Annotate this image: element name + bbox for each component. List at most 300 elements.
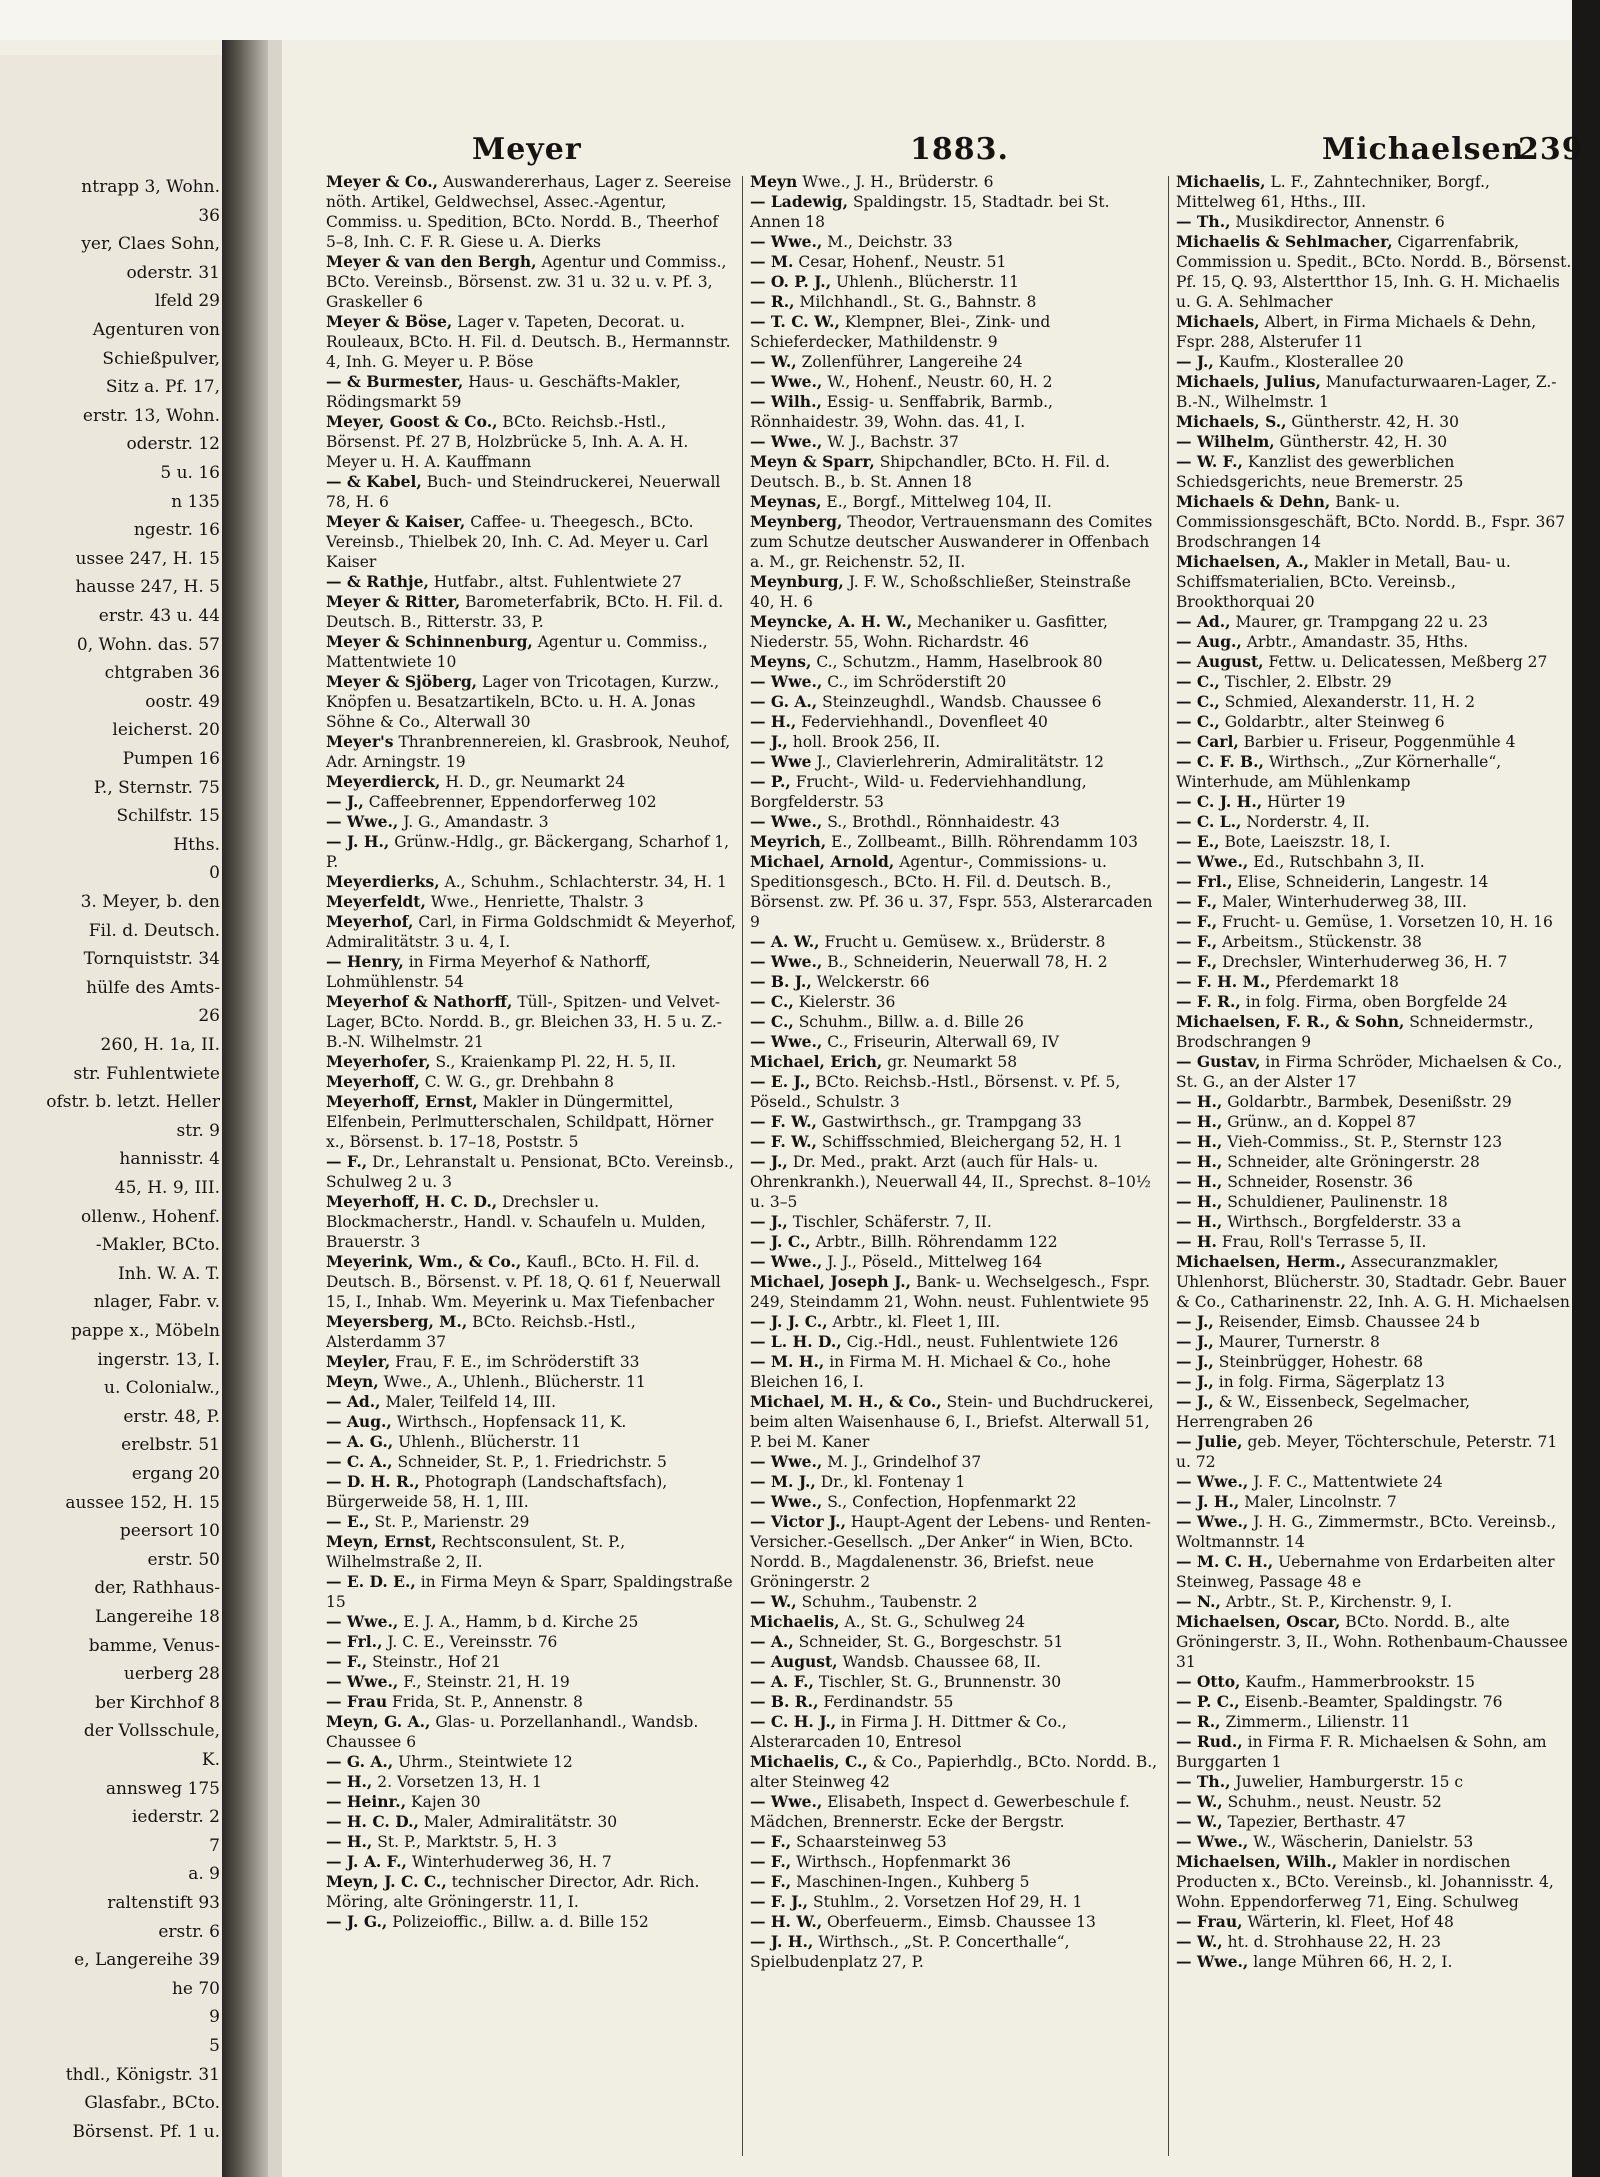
left-page-line: Glasfabr., BCto. <box>84 2093 220 2114</box>
entry-details: A., Schuhm., Schlachterstr. 34, H. 1 <box>439 873 727 891</box>
entry-name: — J., <box>1176 352 1214 371</box>
directory-entry <box>750 1492 1160 1512</box>
entry-details: Maurer, Turnerstr. 8 <box>1213 1333 1380 1351</box>
entry-details: Kaufm., Hammerbrookstr. 15 <box>1240 1673 1475 1691</box>
entry-name: Meyn, J. C. C., <box>326 1872 447 1891</box>
entry-name: — J. J. C., <box>750 1312 828 1331</box>
directory-entry <box>1176 932 1572 952</box>
entry-details: C., im Schröderstift 20 <box>822 673 1007 691</box>
left-page-line: Hths. <box>173 834 220 855</box>
entry-name: — August, <box>1176 652 1264 671</box>
directory-entry <box>750 372 1160 392</box>
entry-details: Wirthsch., Hopfenmarkt 36 <box>791 1853 1011 1871</box>
directory-entry <box>326 1652 736 1672</box>
left-page-line: str. 9 <box>176 1120 220 1141</box>
directory-entry <box>750 1852 1160 1872</box>
entry-details: Oberfeuerm., Eimsb. Chaussee 13 <box>822 1913 1096 1931</box>
directory-entry <box>326 1872 736 1912</box>
directory-entry <box>1176 892 1572 912</box>
directory-entry <box>1176 1392 1572 1432</box>
entry-name: Meyn, Ernst, <box>326 1532 437 1551</box>
entry-name: Meyer & Co., <box>326 172 439 191</box>
entry-details: E., Borgf., Mittelweg 104, II. <box>821 493 1052 511</box>
entry-details: ht. d. Strohhause 22, H. 23 <box>1222 1933 1441 1951</box>
entry-details: J. H. G., Zimmermstr., BCto. Vereinsb., Woltmannstr. 14 <box>1176 1513 1557 1551</box>
top-margin <box>0 0 1600 40</box>
entry-details: Caffee- u. Theegesch., BCto. Vereinsb., Thielbek 20, Inh. C. Ad. Meyer u. Carl Kaiser <box>326 513 709 571</box>
entry-name: — R., <box>750 292 795 311</box>
entry-details: in Firma Meyn & Sparr, Spaldingstraße 15 <box>326 1573 733 1611</box>
directory-entry <box>1176 652 1572 672</box>
directory-entry <box>326 1432 736 1452</box>
left-page-line: 36 <box>198 205 220 226</box>
entry-details: Carl, in Firma Goldschmidt & Meyerhof, Admiralitätstr. 3 u. 4, I. <box>326 913 736 951</box>
entry-name: — C. A., <box>326 1452 393 1471</box>
entry-name: — M. C. H., <box>1176 1552 1274 1571</box>
entry-name: — H., <box>1176 1152 1223 1171</box>
directory-entry <box>750 512 1160 572</box>
entry-details: Eisenb.-Beamter, Spaldingstr. 76 <box>1239 1693 1503 1711</box>
entry-name: — & Kabel, <box>326 472 422 491</box>
entry-name: — W., <box>750 352 797 371</box>
directory-entry <box>1176 1492 1572 1512</box>
entry-details: Winterhuderweg 36, H. 7 <box>406 1853 612 1871</box>
entry-details: Bank- u. Wechselgesch., Fspr. 249, Steindamm 21, Wohn. neust. Fuhlentwiete 95 <box>750 1273 1151 1311</box>
left-page-line: he 70 <box>171 1978 220 1999</box>
directory-entry <box>750 812 1160 832</box>
column-rule <box>742 176 743 2156</box>
directory-entry <box>750 972 1160 992</box>
directory-entry <box>750 172 1160 192</box>
directory-entry <box>750 1872 1160 1892</box>
entry-details: W., Wäscherin, Danielstr. 53 <box>1248 1833 1474 1851</box>
directory-entry <box>1176 1472 1572 1492</box>
entry-name: Meyn <box>750 172 798 191</box>
directory-entry <box>326 1352 736 1372</box>
directory-entry <box>1176 952 1572 972</box>
entry-name: Michaels, Julius, <box>1176 372 1321 391</box>
entry-details: Tischler, St. G., Brunnenstr. 30 <box>813 1673 1062 1691</box>
entry-name: Michaels & Dehn, <box>1176 492 1331 511</box>
left-page-line: hausse 247, H. 5 <box>75 577 220 598</box>
entry-details: Arbtr., kl. Fleet 1, III. <box>827 1313 1001 1331</box>
left-page-line: der Vollsschule, <box>83 1721 220 1742</box>
directory-entry <box>1176 1732 1572 1772</box>
left-page-line: 45, H. 9, III. <box>114 1178 220 1198</box>
left-page-line: hülfe des Amts- <box>86 977 220 998</box>
entry-details: F., Steinstr. 21, H. 19 <box>398 1673 570 1691</box>
entry-name: — J., <box>1176 1392 1214 1411</box>
entry-details: St. P., Marienstr. 29 <box>369 1513 530 1531</box>
directory-entry <box>1176 1132 1572 1152</box>
entry-name: — J. G., <box>326 1912 388 1931</box>
entry-name: — Wilh., <box>750 392 822 411</box>
directory-entry <box>750 1052 1160 1072</box>
entry-name: Michael, Erich, <box>750 1052 883 1071</box>
directory-entry <box>1176 852 1572 872</box>
entry-details: Essig- u. Senffabrik, Barmb., Rönnhaidestr. 39, Wohn. das. 41, I. <box>750 393 1053 431</box>
directory-entry <box>1176 632 1572 652</box>
left-page-line: ussee 247, H. 15 <box>75 548 220 569</box>
entry-details: Uhrm., Steintwiete 12 <box>393 1753 573 1771</box>
entry-name: — Wwe., <box>1176 1472 1249 1491</box>
directory-entry <box>1176 1932 1572 1952</box>
entry-details: E., Zollbeamt., Billh. Röhrendamm 103 <box>826 833 1138 851</box>
entry-details: holl. Brook 256, II. <box>787 733 941 751</box>
entry-name: Meyer & Ritter, <box>326 592 461 611</box>
left-page-line: uerberg 28 <box>123 1664 220 1685</box>
entry-details: Schneider, Rosenstr. 36 <box>1222 1173 1413 1191</box>
entry-details: Makler in nordischen Producten x., BCto. Vereinsb., kl. Johannisstr. 4, Wohn. Eppendorferweg 71, Eing. Schulweg <box>1176 1853 1554 1911</box>
entry-details: Tischler, 2. Elbstr. 29 <box>1219 673 1392 691</box>
entry-name: — J., <box>1176 1312 1214 1331</box>
entry-details: C., Schutzm., Hamm, Haselbrook 80 <box>811 653 1103 671</box>
entry-name: Meyns, <box>750 652 812 671</box>
directory-entry <box>1176 992 1572 1012</box>
entry-name: Meyrich, <box>750 832 827 851</box>
entry-details: St. P., Marktstr. 5, H. 3 <box>372 1833 557 1851</box>
entry-name: — H., <box>1176 1192 1223 1211</box>
entry-name: — Aug., <box>1176 632 1242 651</box>
entry-name: — Wwe., <box>326 812 399 831</box>
directory-entry <box>326 1512 736 1532</box>
entry-details: Wandsb. Chaussee 68, II. <box>837 1653 1041 1671</box>
entry-name: — C. L., <box>1176 812 1242 831</box>
entry-details: Thranbrennereien, kl. Grasbrook, Neuhof, Adr. Arningstr. 19 <box>326 733 731 771</box>
entry-name: — Frau <box>326 1692 388 1711</box>
entry-name: Meyncke, A. H. W., <box>750 612 913 631</box>
running-header <box>312 132 1584 172</box>
directory-entry <box>326 1372 736 1392</box>
entry-name: — C., <box>1176 672 1220 691</box>
entry-name: Meyerdierks, <box>326 872 440 891</box>
book-gutter-edge <box>268 40 282 2177</box>
entry-details: C. W. G., gr. Drehbahn 8 <box>419 1073 614 1091</box>
entry-details: Steinstr., Hof 21 <box>367 1653 501 1671</box>
entry-name: — J., <box>1176 1352 1214 1371</box>
entry-details: Wirthsch., „St. P. Concerthalle“, Spielbudenplatz 27, P. <box>750 1933 1070 1971</box>
directory-entry <box>750 1612 1160 1632</box>
entry-details: Arbtr., St. P., Kirchenstr. 9, I. <box>1220 1593 1453 1611</box>
entry-name: — Wwe., <box>750 672 823 691</box>
left-page-line: ergang 20 <box>131 1464 220 1484</box>
directory-entry <box>1176 1152 1572 1172</box>
directory-entry <box>326 912 736 952</box>
entry-details: Grünw.-Hdlg., gr. Bäckergang, Scharhof 1, P. <box>326 833 730 871</box>
directory-entry <box>326 1572 736 1612</box>
entry-name: — J. C., <box>750 1232 811 1251</box>
directory-entry <box>326 952 736 992</box>
entry-details: Kaufm., Klosterallee 20 <box>1213 353 1404 371</box>
left-page-line: Fil. d. Deutsch. <box>88 920 220 941</box>
directory-entry <box>750 952 1160 972</box>
entry-details: Schneider, St. G., Borgeschstr. 51 <box>793 1633 1064 1651</box>
entry-name: — H., <box>1176 1132 1223 1151</box>
directory-entry <box>750 1212 1160 1232</box>
left-page-line: erelbstr. 51 <box>121 1435 220 1456</box>
entry-details: J. F. W., Schoßschließer, Steinstraße 40, H. 6 <box>750 573 1131 611</box>
directory-entry <box>326 872 736 892</box>
left-page-line: aussee 152, H. 15 <box>65 1492 220 1513</box>
directory-entry <box>1176 1232 1572 1252</box>
directory-entry <box>750 192 1160 232</box>
left-page-line: str. Fuhlentwiete <box>73 1063 220 1084</box>
directory-entry <box>326 1672 736 1692</box>
entry-details: Gastwirthsch., gr. Trampgang 33 <box>816 1113 1082 1131</box>
directory-entry <box>1176 1212 1572 1232</box>
directory-entry <box>326 1752 736 1772</box>
entry-name: — T. C. W., <box>750 312 840 331</box>
directory-entry <box>326 472 736 512</box>
left-page-line: pappe x., Möbeln <box>70 1321 220 1341</box>
left-page-line: Schilfstr. 15 <box>116 806 220 827</box>
entry-name: — J. H., <box>326 832 390 851</box>
directory-entry <box>326 252 736 312</box>
left-page-line: oderstr. 12 <box>126 434 220 455</box>
left-page-line: erstr. 50 <box>147 1549 220 1570</box>
directory-entry <box>750 1332 1160 1352</box>
directory-entry <box>750 992 1160 1012</box>
entry-details: Agentur und Commiss., BCto. Vereinsb., Börsenst. zw. 31 u. 32 u. v. Pf. 3, Graskeller 6 <box>326 253 727 311</box>
left-page-line: 0 <box>209 863 220 884</box>
directory-entry <box>750 1072 1160 1112</box>
left-page-fragment <box>0 55 222 2177</box>
entry-name: — C. F. B., <box>1176 752 1264 771</box>
entry-details: Uhlenh., Blücherstr. 11 <box>831 273 1019 291</box>
entry-name: Michaelsen, Oscar, <box>1176 1612 1341 1631</box>
directory-entry <box>750 752 1160 772</box>
entry-details: Rechtsconsulent, St. P., Wilhelmstraße 2, II. <box>326 1533 626 1571</box>
entry-name: — W., <box>750 1592 797 1611</box>
entry-details: Photograph (Landschaftsfach), Bürgerweide 58, H. 1, III. <box>326 1473 668 1511</box>
entry-details: Lager von Tricotagen, Kurzw., Knöpfen u. Besatzartikeln, BCto. u. H. A. Jonas Söhne & Co., Alterwall 30 <box>326 673 720 731</box>
directory-column-1 <box>326 172 736 1932</box>
entry-details: Buch- und Steindruckerei, Neuerwall 78, H. 6 <box>326 473 721 511</box>
entry-name: — E. D. E., <box>326 1572 416 1591</box>
entry-name: — Victor J., <box>750 1512 846 1531</box>
directory-entry <box>1176 552 1572 612</box>
entry-name: — Wwe., <box>1176 1832 1249 1851</box>
directory-entry <box>1176 352 1572 372</box>
entry-name: — J. H., <box>1176 1492 1240 1511</box>
directory-entry <box>750 932 1160 952</box>
entry-details: Ferdinandstr. 55 <box>818 1693 954 1711</box>
left-page-line: erstr. 48, P. <box>123 1406 220 1427</box>
entry-details: Haus- u. Geschäfts-Makler, Rödingsmarkt 59 <box>326 373 681 411</box>
entry-details: Polizeioffic., Billw. a. d. Bille 152 <box>387 1913 649 1931</box>
entry-details: Tischler, Schäferstr. 7, II. <box>787 1213 992 1231</box>
entry-name: Meyn, G. A., <box>326 1712 431 1731</box>
entry-name: — O. P. J., <box>750 272 832 291</box>
entry-name: Meyerhoff, Ernst, <box>326 1092 478 1111</box>
entry-details: A., St. G., Schulweg 24 <box>839 1613 1026 1631</box>
directory-entry <box>750 1452 1160 1472</box>
entry-details: Shipchandler, BCto. H. Fil. d. Deutsch. B., b. St. Annen 18 <box>750 453 1111 491</box>
entry-details: Wirthsch., Hopfensack 11, K. <box>391 1413 627 1431</box>
directory-entry <box>750 572 1160 612</box>
entry-name: — F., <box>326 1652 368 1671</box>
entry-name: — & Rathje, <box>326 572 429 591</box>
entry-name: Meyerhoff, H. C. D., <box>326 1192 498 1211</box>
entry-name: — & Burmester, <box>326 372 464 391</box>
left-page-line: erstr. 43 u. 44 <box>98 606 220 626</box>
entry-name: — E., <box>1176 832 1220 851</box>
entry-details: Frau, F. E., im Schröderstift 33 <box>390 1353 640 1371</box>
entry-details: Makler in Düngermittel, Elfenbein, Perlmutterschalen, Schildpatt, Hörner x., Börsenst. b. 17–18, Poststr. 5 <box>326 1093 714 1151</box>
entry-details: Stein- und Buchdruckerei, beim alten Waisenhause 6, I., Briefst. Alterwall 51, P. bei M. Kaner <box>750 1393 1154 1451</box>
header-year: 1883. <box>910 132 1009 167</box>
left-page-line: -Makler, BCto. <box>95 1235 220 1256</box>
entry-name: Michaelsen, A., <box>1176 552 1310 571</box>
entry-name: — August, <box>750 1652 838 1671</box>
entry-name: — P., <box>750 772 791 791</box>
entry-name: — H., <box>1176 1212 1223 1231</box>
entry-name: — B. J., <box>750 972 812 991</box>
directory-entry <box>750 352 1160 372</box>
left-page-line: K. <box>201 1750 220 1770</box>
entry-name: — P. C., <box>1176 1692 1240 1711</box>
directory-entry <box>750 1652 1160 1672</box>
left-page-line: Sitz a. Pf. 17, <box>105 377 220 398</box>
entry-details: in Firma Meyerhof & Nathorff, Lohmühlenstr. 54 <box>326 953 651 991</box>
entry-details: Manufacturwaaren-Lager, Z.-B.-N., Wilhelmstr. 1 <box>1176 373 1557 411</box>
directory-entry <box>750 392 1160 432</box>
entry-details: Schaarsteinweg 53 <box>791 1833 947 1851</box>
left-page-line: ntrapp 3, Wohn. <box>81 177 220 197</box>
entry-name: — Th., <box>1176 212 1231 231</box>
entry-name: Meyer's <box>326 732 394 751</box>
entry-details: J. F. C., Mattentwiete 24 <box>1248 1473 1443 1491</box>
entry-name: — Wwe., <box>1176 1512 1249 1531</box>
entry-details: Barbier u. Friseur, Poggenmühle 4 <box>1238 733 1516 751</box>
page-number: 239 <box>1518 132 1584 167</box>
directory-entry <box>1176 1612 1572 1672</box>
directory-entry <box>1176 672 1572 692</box>
entry-name: — Th., <box>1176 1772 1231 1791</box>
entry-name: Meyerhof & Nathorff, <box>326 992 513 1011</box>
entry-name: — A. W., <box>750 932 820 951</box>
entry-details: Arbtr., Billh. Röhrendamm 122 <box>810 1233 1058 1251</box>
entry-details: Theodor, Vertrauensmann des Comites zum Schutze deutscher Auswanderer in Offenbach a. M., gr. Reichenstr. 52, II. <box>750 513 1153 571</box>
entry-name: — Wwe., <box>326 1672 399 1691</box>
entry-name: — Frau, <box>1176 1912 1243 1931</box>
entry-name: Meyerhof, <box>326 912 414 931</box>
entry-name: — Wilhelm, <box>1176 432 1275 451</box>
directory-entry <box>326 1772 736 1792</box>
directory-entry <box>750 1752 1160 1792</box>
entry-name: Meyer & Kaiser, <box>326 512 466 531</box>
entry-details: S., Kraienkamp Pl. 22, H. 5, II. <box>430 1053 676 1071</box>
entry-name: — Wwe., <box>750 952 823 971</box>
entry-details: Wärterin, kl. Fleet, Hof 48 <box>1242 1913 1454 1931</box>
directory-entry <box>1176 452 1572 492</box>
entry-details: Hürter 19 <box>1262 793 1346 811</box>
directory-entry <box>1176 1692 1572 1712</box>
left-page-line: 26 <box>198 1006 220 1027</box>
entry-name: — Ad., <box>326 1392 381 1411</box>
entry-details: in Firma M. H. Michael & Co., hohe Bleichen 16, I. <box>750 1353 1111 1391</box>
entry-details: Haupt-Agent der Lebens- und Renten-Versicher.-Gesellsch. „Der Anker“ in Wien, BCto. Nordd. B., Magdalenenstr. 36, Briefst. neue Gröningerstr. 2 <box>750 1513 1151 1591</box>
entry-name: — H. <box>1176 1232 1217 1251</box>
directory-entry <box>1176 1332 1572 1352</box>
directory-entry <box>750 1312 1160 1332</box>
entry-name: — J. H., <box>750 1932 814 1951</box>
entry-details: geb. Meyer, Töchterschule, Peterstr. 71 u. 72 <box>1176 1433 1558 1471</box>
directory-entry <box>1176 1052 1572 1092</box>
directory-entry <box>1176 1852 1572 1912</box>
entry-name: — Wwe., <box>326 1612 399 1631</box>
directory-entry <box>326 892 736 912</box>
directory-entry <box>1176 412 1572 432</box>
entry-name: — Wwe., <box>750 432 823 451</box>
entry-name: Meynberg, <box>750 512 843 531</box>
entry-details: Maschinen-Ingen., Kuhberg 5 <box>791 1873 1030 1891</box>
entry-details: Maurer, gr. Trampgang 22 u. 23 <box>1230 613 1489 631</box>
entry-details: Güntherstr. 42, H. 30 <box>1274 433 1448 451</box>
entry-details: BCto. Reichsb.-Hstl., Alsterdamm 37 <box>326 1313 636 1351</box>
directory-entry <box>750 452 1160 492</box>
left-page-line: chtgraben 36 <box>104 663 220 684</box>
directory-entry <box>750 1012 1160 1032</box>
entry-details: Uebernahme von Erdarbeiten alter Steinweg, Passage 48 e <box>1176 1553 1555 1591</box>
left-page-line: Langereihe 18 <box>95 1607 220 1627</box>
entry-name: — Wwe., <box>750 372 823 391</box>
entry-name: Michaelis, <box>750 1612 840 1631</box>
left-page-line: oderstr. 31 <box>126 262 220 283</box>
entry-details: W., Hohenf., Neustr. 60, H. 2 <box>822 373 1053 391</box>
entry-name: — W., <box>1176 1812 1223 1831</box>
directory-entry <box>326 632 736 672</box>
entry-details: C., Friseurin, Alterwall 69, IV <box>822 1033 1059 1051</box>
entry-details: Schiffsschmied, Bleichergang 52, H. 1 <box>816 1133 1123 1151</box>
entry-name: — F., <box>326 1152 368 1171</box>
entry-name: — J., <box>1176 1372 1214 1391</box>
directory-entry <box>1176 732 1572 752</box>
entry-name: — A. G., <box>326 1432 394 1451</box>
left-page-line: hannisstr. 4 <box>119 1149 220 1170</box>
entry-details: B., Schneiderin, Neuerwall 78, H. 2 <box>822 953 1108 971</box>
directory-entry <box>750 1792 1160 1832</box>
directory-entry <box>750 1632 1160 1652</box>
entry-name: Meynas, <box>750 492 822 511</box>
left-page-line: lfeld 29 <box>154 291 220 312</box>
entry-name: — H., <box>1176 1172 1223 1191</box>
directory-entry <box>326 1532 736 1572</box>
entry-details: Maler, Winterhuderweg 38, III. <box>1217 893 1467 911</box>
entry-details: Schneidermstr., Brodschrangen 9 <box>1176 1013 1534 1051</box>
entry-name: — J., <box>750 732 788 751</box>
entry-name: — F. R., <box>1176 992 1241 1011</box>
entry-details: Zollenführer, Langereihe 24 <box>796 353 1023 371</box>
entry-name: — F. J., <box>750 1892 809 1911</box>
directory-entry <box>750 1472 1160 1492</box>
entry-name: — W., <box>1176 1932 1223 1951</box>
directory-entry <box>1176 1812 1572 1832</box>
directory-entry <box>750 292 1160 312</box>
entry-name: Meyerhoff, <box>326 1072 420 1091</box>
entry-details: Maler, Teilfeld 14, III. <box>380 1393 557 1411</box>
directory-entry <box>1176 912 1572 932</box>
directory-entry <box>1176 1912 1572 1932</box>
left-page-line: Pumpen 16 <box>122 749 220 769</box>
directory-entry <box>326 1252 736 1312</box>
directory-entry <box>1176 212 1572 232</box>
entry-details: Drechsler, Winterhuderweg 36, H. 7 <box>1217 953 1508 971</box>
entry-name: — C. J. H., <box>1176 792 1263 811</box>
directory-entry <box>326 1632 736 1652</box>
entry-details: in Firma Schröder, Michaelsen & Co., St. G., an der Alster 17 <box>1176 1053 1563 1091</box>
entry-details: Elise, Schneiderin, Langestr. 14 <box>1232 873 1489 891</box>
